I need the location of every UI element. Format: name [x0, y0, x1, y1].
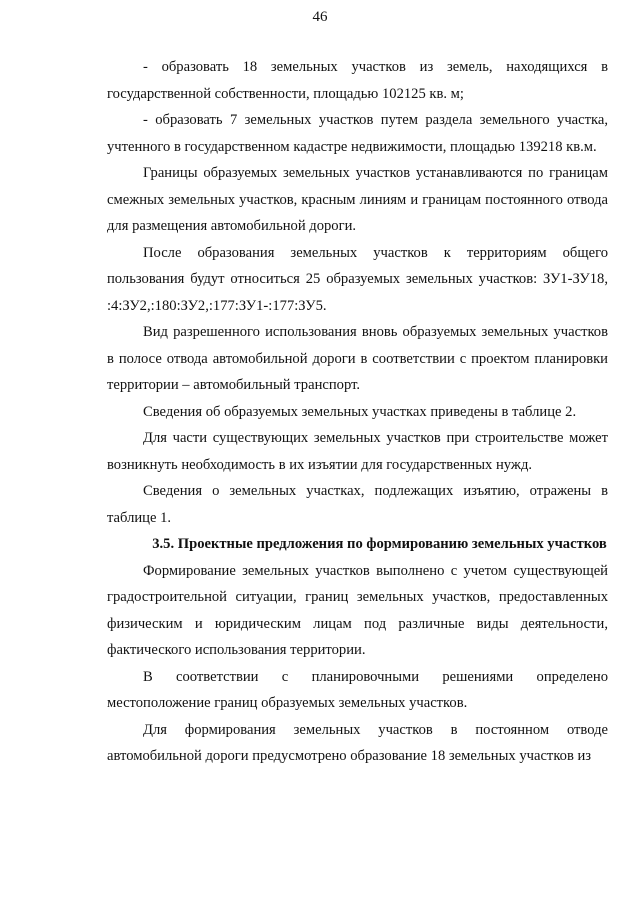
section-heading: 3.5. Проектные предложения по формированию земельных участков	[152, 536, 607, 552]
page-number: 46	[312, 9, 328, 25]
paragraph-permitted-use: Вид разрешенного использования вновь образуемых земельных участков в полосе отвода автомобильной дороги в соответствии с проектом планировки территории – автомобильный транспорт.	[107, 324, 608, 393]
paragraph-public-use: После образования земельных участков к территориям общего пользования будут относиться 25 образуемых земельных участков: ЗУ1-ЗУ18, :4:ЗУ2,:180:ЗУ2,:177:ЗУ1-:177:ЗУ5.	[107, 244, 608, 314]
paragraph-boundaries: Границы образуемых земельных участков устанавливаются по границам смежных земельных участков, красным линиям и границам постоянного отвода для размещения автомобильной дороги.	[107, 165, 608, 234]
paragraph-table-2-ref: Сведения об образуемых земельных участках приведены в таблице 2.	[143, 403, 577, 420]
paragraph-formation: Формирование земельных участков выполнено с учетом существующей градостроительной ситуации, границ земельных участков, предоставленных физическим и юридическим лицам под различные виды деятельности, фактического использования территории.	[107, 562, 608, 658]
paragraph-table-1-ref: Сведения о земельных участках, подлежащих изъятию, отражены в таблице 1.	[107, 483, 608, 526]
paragraph-bullet-2: - образовать 7 земельных участков путем раздела земельного участка, учтенного в государственном кадастре недвижимости, площадью 139218 кв.м.	[107, 112, 608, 155]
paragraph-permanent-allotment: Для формирования земельных участков в постоянном отводе автомобильной дороги предусмотрено образование 18 земельных участков из	[107, 721, 608, 764]
page-body	[107, 54, 608, 770]
paragraph-planning-decisions: В соответствии с планировочными решениями определено местоположение границ образуемых земельных участков.	[107, 668, 608, 711]
paragraph-bullet-1: - образовать 18 земельных участков из земель, находящихся в государственной собственности, площадью 102125 кв. м;	[107, 59, 608, 102]
paragraph-seizure: Для части существующих земельных участков при строительстве может возникнуть необходимость в их изъятии для государственных нужд.	[107, 430, 608, 473]
